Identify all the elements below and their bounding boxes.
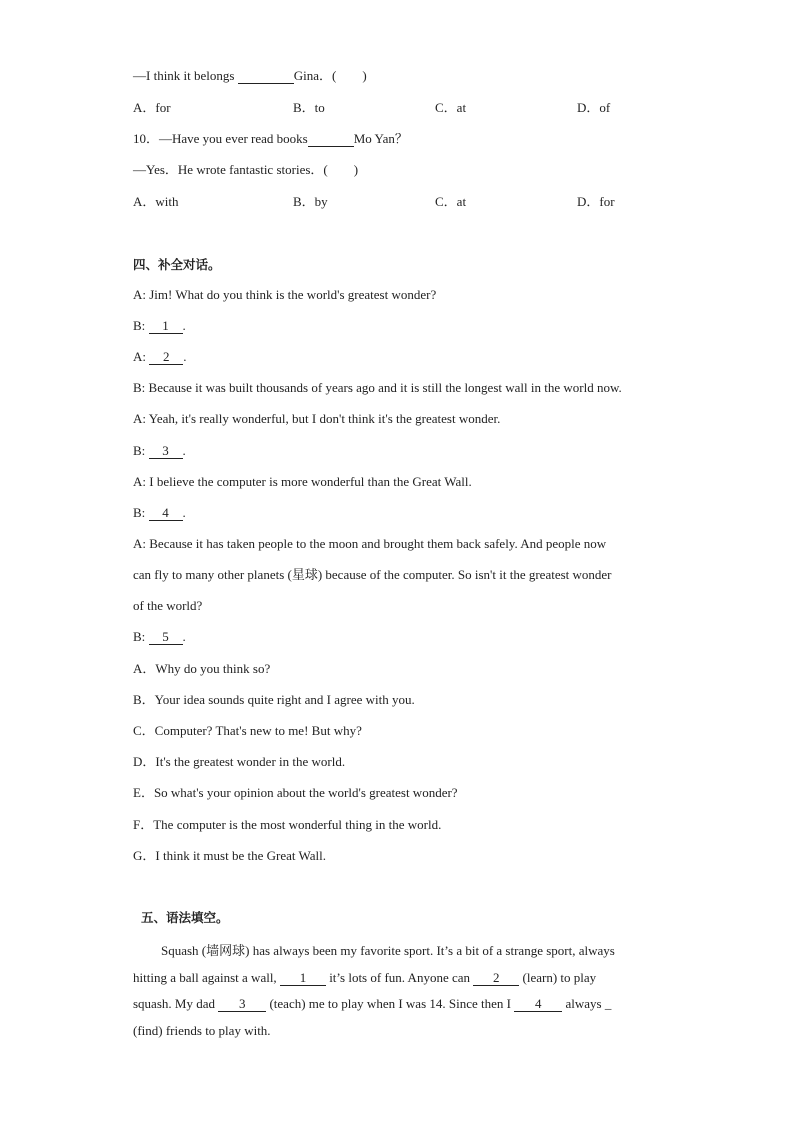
dialogue-blank: 5 xyxy=(149,630,183,645)
dialogue-line xyxy=(133,474,472,490)
dialogue-text: A: I believe the computer is more wonderful than the Great Wall. xyxy=(133,474,472,489)
dialogue-blank: 1 xyxy=(149,319,183,334)
passage-text: it’s lots of fun. Anyone can xyxy=(329,970,471,985)
section5-title: 五、语法填空。 xyxy=(141,910,229,925)
q10-option-c: C．at xyxy=(435,194,467,209)
section4-title: 四、补全对话。 xyxy=(133,257,221,272)
q10-after: Mo Yan？ xyxy=(353,131,408,146)
choice-item: G．I think it must be the Great Wall. xyxy=(133,848,326,863)
dialogue-text: B: xyxy=(133,318,149,333)
q10-line2: —Yes．He wrote fantastic stories．( ) xyxy=(133,162,359,177)
choice-item: F．The computer is the most wonderful thing in the world. xyxy=(133,817,442,832)
dialogue-blank: 3 xyxy=(149,444,183,459)
passage-blank-4: 4 xyxy=(514,997,562,1012)
choice-item: A．Why do you think so? xyxy=(133,661,271,676)
dialogue-text: . xyxy=(183,349,187,364)
passage-blank-3: 3 xyxy=(218,997,266,1012)
dialogue-line xyxy=(133,349,187,365)
passage-line-4: (find) friends to play with. xyxy=(133,1023,271,1038)
dialogue-text: B: Because it was built thousands of years ago and it is still the longest wall in the world now. xyxy=(133,380,622,395)
dialogue-line xyxy=(133,629,186,645)
dialogue-text: . xyxy=(182,443,186,458)
dialogue-line xyxy=(133,598,202,614)
q9-blank xyxy=(238,69,294,84)
dialogue-blank: 4 xyxy=(149,506,183,521)
q10-option-b: B．by xyxy=(293,194,328,209)
passage-blank-1: 1 xyxy=(280,971,326,986)
dialogue-line xyxy=(133,536,606,552)
dialogue-text: A: xyxy=(133,349,150,364)
dialogue-text: A: Because it has taken people to the moon and brought them back safely. And people now xyxy=(133,536,607,551)
dialogue-text: A: Jim! What do you think is the world's greatest wonder? xyxy=(133,287,437,302)
q9-option-d: D．of xyxy=(577,100,611,115)
dialogue-text: A: Yeah, it's really wonderful, but I don't think it's the greatest wonder. xyxy=(133,411,501,426)
passage-line-2 xyxy=(133,970,663,986)
dialogue-text: . xyxy=(182,318,186,333)
q10-text: 10．—Have you ever read books xyxy=(133,131,308,146)
dialogue-line xyxy=(133,411,500,427)
passage-blank-2: 2 xyxy=(473,971,519,986)
dialogue-text: B: xyxy=(133,629,149,644)
dialogue-text: . xyxy=(182,629,186,644)
dialogue-line xyxy=(133,318,186,334)
passage-text: (learn) to play xyxy=(522,970,597,985)
choice-item: C．Computer? That's new to me! But why? xyxy=(133,723,362,738)
passage-text: always _ xyxy=(565,996,612,1011)
dialogue-line xyxy=(133,287,436,303)
q9-after: Gina．( ) xyxy=(293,68,367,83)
passage-line-3 xyxy=(133,996,663,1012)
dialogue-line xyxy=(133,567,612,583)
q10-line xyxy=(133,131,408,147)
choice-item: E．So what's your opinion about the world's greatest wonder? xyxy=(133,785,458,800)
choice-item: B．Your idea sounds quite right and I agree with you. xyxy=(133,692,415,707)
dialogue-text: of the world? xyxy=(133,598,203,613)
q9-option-b: B．to xyxy=(293,100,325,115)
dialogue-blank: 2 xyxy=(149,350,183,365)
passage-line-1: Squash (墙网球) has always been my favorite sport. It’s a bit of a strange sport, always xyxy=(161,943,615,958)
passage-text: (teach) me to play when I was 14. Since then I xyxy=(269,996,511,1011)
q9-option-a: A．for xyxy=(133,100,171,115)
dialogue-text: . xyxy=(182,505,186,520)
q10-option-d: D．for xyxy=(577,194,615,209)
dialogue-text: B: xyxy=(133,505,149,520)
q9-text: —I think it belongs xyxy=(133,68,235,83)
q10-option-a: A．with xyxy=(133,194,179,209)
passage-text: hitting a ball against a wall, xyxy=(133,970,277,985)
q9-option-c: C．at xyxy=(435,100,467,115)
dialogue-line xyxy=(133,505,186,521)
q10-blank xyxy=(308,132,354,147)
passage-text: squash. My dad xyxy=(133,996,215,1011)
dialogue-line xyxy=(133,380,622,396)
choice-item: D．It's the greatest wonder in the world. xyxy=(133,754,346,769)
q9-line xyxy=(133,68,367,84)
dialogue-text: can fly to many other planets (星球) because of the computer. So isn't it the greatest wonder xyxy=(133,567,612,582)
dialogue-text: B: xyxy=(133,443,149,458)
dialogue-line xyxy=(133,443,186,459)
